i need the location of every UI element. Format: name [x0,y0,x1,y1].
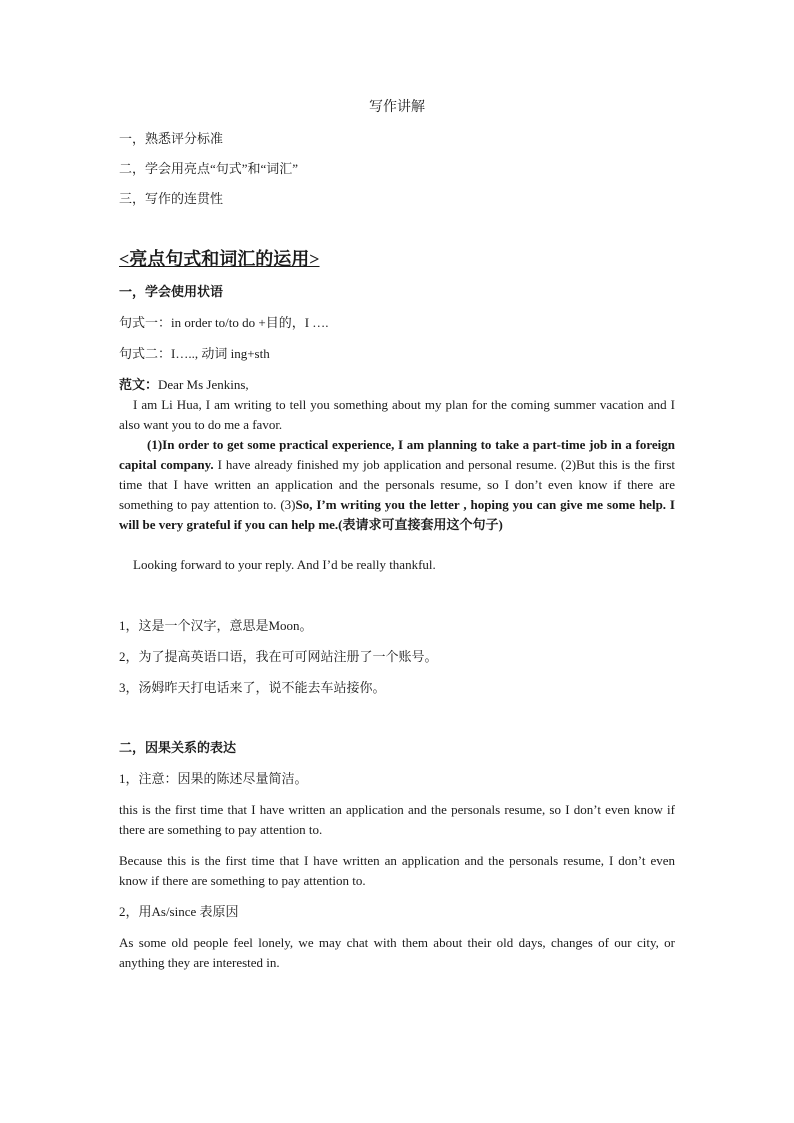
body-note: (表请求可直接套用这个句子) [338,517,503,532]
part2-note-1: 1，注意：因果的陈述尽量简洁。 [119,771,308,786]
part1-heading: 一，学会使用状语 [119,284,224,299]
sample-salutation-line [119,375,675,395]
pattern-1: 句式一：in order to/to do +目的，I …. [119,315,329,330]
part2-heading: 二，因果关系的表达 [119,740,237,755]
pattern-2: 句式二：I….., 动词 ing+sth [119,346,270,361]
sample-label: 范文： [119,377,159,392]
body-sentence-3: So, I’m writing you the letter , hoping you can give me some help. I will be very grateful if you can help me. [119,497,675,532]
outline-item-2: 二，学会用亮点“句式”和“词汇” [119,161,299,176]
exercise-2: 2，为了提高英语口语，我在可可网站注册了一个账号。 [119,649,438,664]
example-c: As some old people feel lonely, we may chat with them about their old days, changes of our city, or anything they are interested in. [119,935,675,970]
body-middle: I have already finished my job application and personal resume. (2)But this is the first time that I have written an application and the personals resume, so I don’t even know if there are something to pay attention to. (3) [119,457,675,512]
outline-item-1: 一，熟悉评分标准 [119,131,224,146]
outline-item-3: 三，写作的连贯性 [119,191,224,206]
sample-body [119,435,675,535]
body-sentence-1: (1)In order to get some practical experience, I am planning to take a part-time job in a foreign capital company. [119,437,675,472]
exercise-3: 3，汤姆昨天打电话来了，说不能去车站接你。 [119,680,386,695]
sample-closing: Looking forward to your reply. And I’d be really thankful. [133,557,436,572]
exercise-1: 1，这是一个汉字，意思是Moon。 [119,618,313,633]
section-heading: <亮点句式和词汇的运用> [119,249,320,269]
page-title: 写作讲解 [369,100,425,115]
salutation: Dear Ms Jenkins, [158,377,249,392]
example-a: this is the first time that I have written an application and the personals resume, so I don’t even know if there are something to pay attention to. [119,802,675,837]
sample-intro: I am Li Hua, I am writing to tell you something about my plan for the coming summer vacation and I also want you to do me a favor. [119,397,675,432]
example-b: Because this is the first time that I have written an application and the personals resume, I don’t even know if there are something to pay attention to. [119,853,675,888]
part2-note-2: 2，用As/since 表原因 [119,904,239,919]
